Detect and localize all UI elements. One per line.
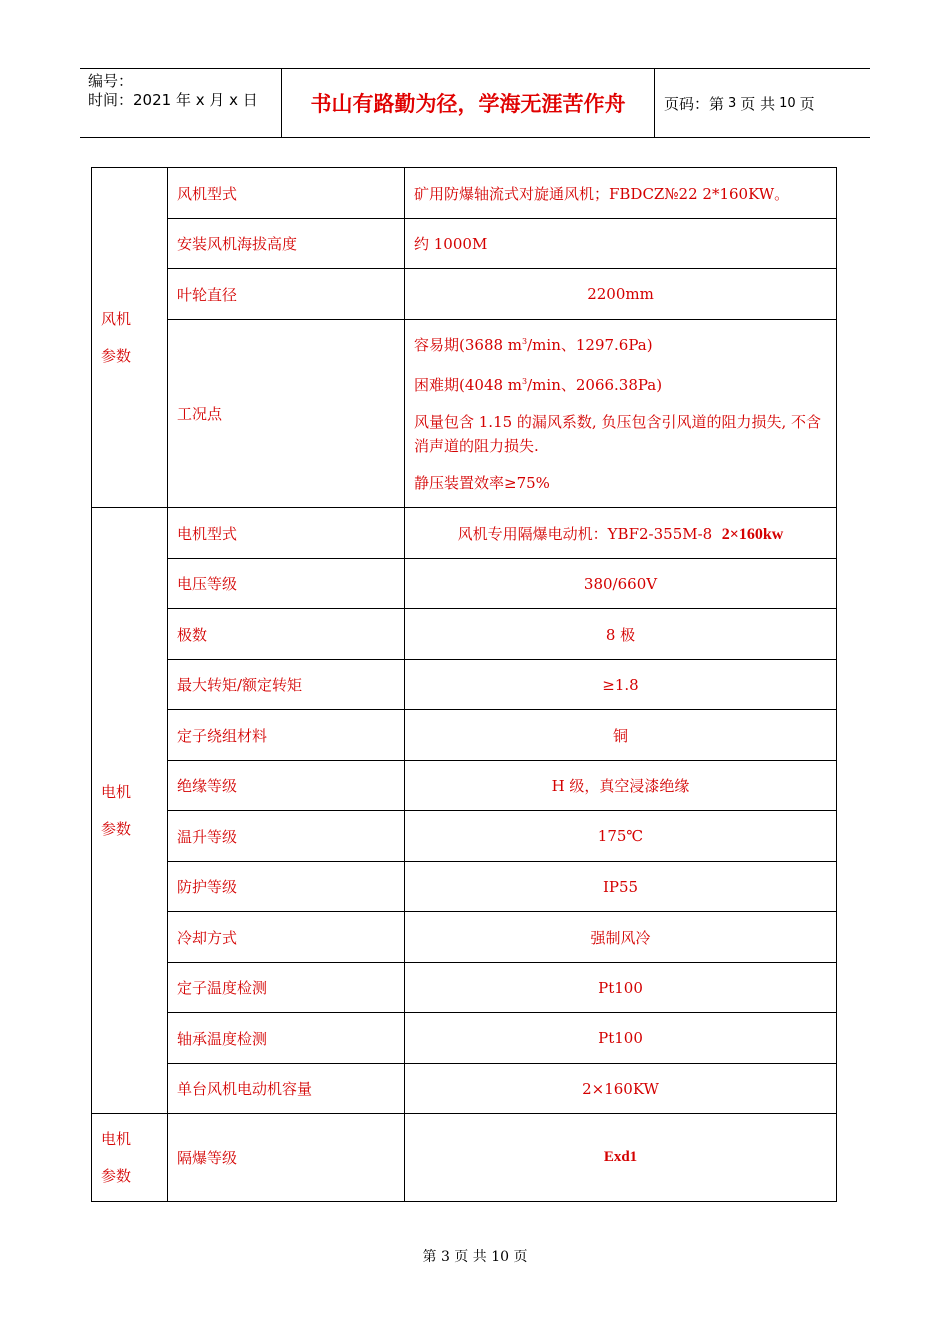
row-value: 强制风冷 <box>405 912 837 963</box>
group-label-line: 参数 <box>101 819 132 838</box>
row-label: 电压等级 <box>168 559 405 609</box>
header-motto: 书山有路勤为径，学海无涯苦作舟 <box>310 92 626 116</box>
easy-suffix: /min、1297.6Pa) <box>527 336 653 354</box>
row-value: ≥1.8 <box>405 660 837 710</box>
row-label: 极数 <box>168 609 405 660</box>
spec-table <box>91 167 837 1202</box>
row-label: 温升等级 <box>168 811 405 862</box>
table-row <box>92 559 837 609</box>
row-label: 隔爆等级 <box>168 1114 405 1202</box>
page-header <box>80 68 870 138</box>
row-value: 2200mm <box>405 269 837 320</box>
row-label: 风机型式 <box>168 168 405 219</box>
row-value: 175℃ <box>405 811 837 862</box>
group-label-line: 风机 <box>101 309 132 328</box>
table-row <box>92 963 837 1013</box>
efficiency-note: 静压装置效率≥75% <box>414 474 550 492</box>
row-value: 约 1000M <box>405 219 837 269</box>
table-row <box>92 168 837 219</box>
header-meta <box>88 72 278 110</box>
row-value: 380/660V <box>405 559 837 609</box>
page-footer: 第 3 页 共 10 页 <box>422 1249 528 1265</box>
table-row <box>92 761 837 811</box>
table-row <box>92 710 837 761</box>
row-label: 轴承温度检测 <box>168 1013 405 1064</box>
row-value: 2×160KW <box>405 1064 837 1114</box>
row-value: 8 极 <box>405 609 837 660</box>
row-value: 矿用防爆轴流式对旋通风机；FBDCZ№22 2*160KW。 <box>405 168 837 219</box>
header-divider <box>654 69 655 137</box>
row-label: 定子温度检测 <box>168 963 405 1013</box>
superscript: 3 <box>522 337 528 346</box>
row-label: 冷却方式 <box>168 912 405 963</box>
table-row <box>92 1064 837 1114</box>
table-row <box>92 609 837 660</box>
group-label-line: 电机 <box>101 1129 132 1148</box>
table-row <box>92 320 837 508</box>
page-suffix: 页 <box>799 94 815 113</box>
row-value: 铜 <box>405 710 837 761</box>
row-value: Pt100 <box>405 1013 837 1064</box>
work-point-value <box>405 320 837 508</box>
table-row <box>92 811 837 862</box>
table-row <box>92 269 837 320</box>
row-value: IP55 <box>405 862 837 912</box>
row-value: H 级，真空浸漆绝缘 <box>405 761 837 811</box>
table-row <box>92 660 837 710</box>
motor-params-group-2 <box>92 1114 168 1202</box>
page-mid: 页 共 <box>740 94 776 113</box>
group-label-line: 参数 <box>101 1166 132 1185</box>
row-label: 安装风机海拔高度 <box>168 219 405 269</box>
group-label-line: 电机 <box>101 782 132 801</box>
row-value: Exd1 <box>405 1114 837 1202</box>
group-label-line: 参数 <box>101 346 132 365</box>
fan-params-group <box>92 168 168 508</box>
hard-suffix: /min、2066.38Pa) <box>527 376 663 394</box>
motor-params-group <box>92 508 168 1114</box>
row-label: 防护等级 <box>168 862 405 912</box>
time-label: 时间：2021 年 x 月 x 日 <box>88 91 258 109</box>
table-row <box>92 1013 837 1064</box>
table-row <box>92 1114 837 1202</box>
row-value: Pt100 <box>405 963 837 1013</box>
row-label: 绝缘等级 <box>168 761 405 811</box>
motor-power-text: 2×160kw <box>721 525 784 543</box>
superscript: 3 <box>522 377 528 386</box>
page-total: 10 <box>779 95 796 111</box>
row-label: 电机型式 <box>168 508 405 559</box>
row-value <box>405 508 837 559</box>
row-label: 定子绕组材料 <box>168 710 405 761</box>
serial-label: 编号： <box>88 72 134 90</box>
row-label: 工况点 <box>168 320 405 508</box>
table-row <box>92 219 837 269</box>
hard-period <box>414 370 827 397</box>
row-label: 叶轮直径 <box>168 269 405 320</box>
airflow-note: 风量包含 1.15 的漏风系数, 负压包含引风道的阻力损失, 不含消声道的阻力损失. <box>414 413 822 455</box>
hard-prefix: 困难期(4048 m <box>414 376 523 394</box>
table-row <box>92 912 837 963</box>
row-label: 单台风机电动机容量 <box>168 1064 405 1114</box>
page-number: 3 <box>728 95 737 111</box>
header-page-info <box>664 69 815 137</box>
row-label: 最大转矩/额定转矩 <box>168 660 405 710</box>
easy-prefix: 容易期(3688 m <box>414 336 523 354</box>
easy-period <box>414 330 827 357</box>
table-row <box>92 508 837 559</box>
table-row <box>92 862 837 912</box>
motor-type-text: 风机专用隔爆电动机：YBF2-355M-8 <box>457 524 713 543</box>
page-prefix: 页码：第 <box>664 94 725 113</box>
